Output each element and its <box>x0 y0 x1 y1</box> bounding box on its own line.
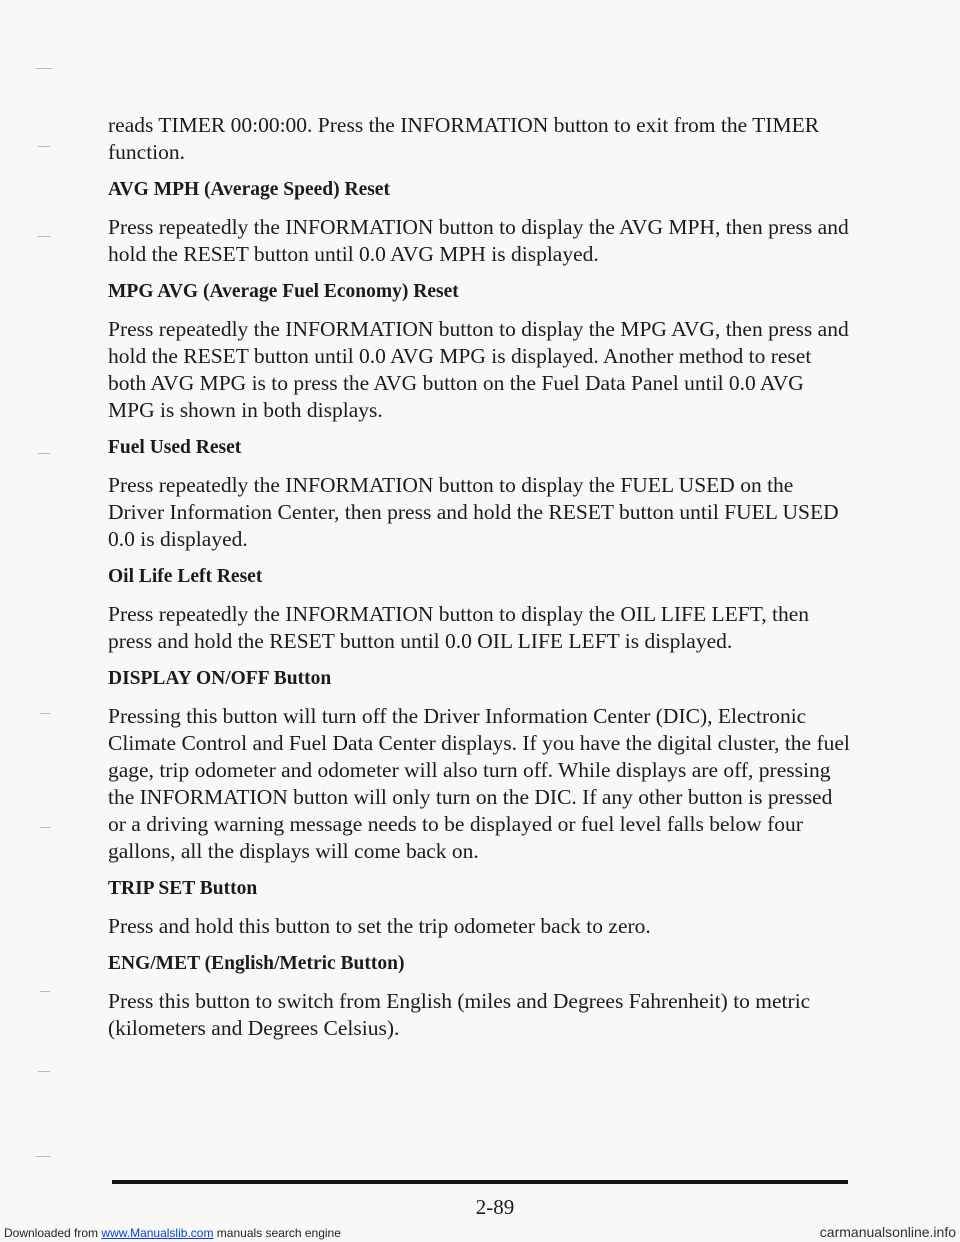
download-source-line <box>4 1226 341 1240</box>
paragraph-timer: reads TIMER 00:00:00. Press the INFORMATION button to exit from the TIMER function. <box>108 113 820 164</box>
scan-mark <box>40 713 50 714</box>
scan-mark <box>38 236 50 237</box>
paragraph-avg-mph-reset: Press repeatedly the INFORMATION button to display the AVG MPH, then press and hold the RESET button until 0.0 AVG MPH is displayed. <box>108 215 849 266</box>
download-prefix: Downloaded from <box>4 1226 99 1240</box>
watermark: carmanualsonline.info <box>819 1224 956 1240</box>
page-number: 2-89 <box>475 1195 515 1219</box>
paragraph-display-on-off-button: Pressing this button will turn off the Driver Information Center (DIC), Electronic Climate Control and Fuel Data Center displays. If you have the digital cluster, the fuel gage, trip odometer and odometer will also turn off. While displays are off, pressing the INFORMATION button will only turn on the DIC. If any other button is pressed or a driving warning message needs to be displayed or fuel level falls below four gallons, all the displays will come back on. <box>108 704 850 863</box>
manualslib-link[interactable]: www.Manualslib.com <box>101 1226 214 1240</box>
scan-mark <box>38 1071 50 1072</box>
heading-avg-mph-reset: AVG MPH (Average Speed) Reset <box>108 179 390 200</box>
paragraph-mpg-avg-reset: Press repeatedly the INFORMATION button to display the MPG AVG, then press and hold the RESET button until 0.0 AVG MPG is displayed. Another method to reset both AVG MPG is to press the AVG button on the Fuel Data Panel until 0.0 AVG MPG is shown in both displays. <box>108 317 849 422</box>
heading-trip-set-button: TRIP SET Button <box>108 878 258 899</box>
heading-eng-met-button: ENG/MET (English/Metric Button) <box>108 953 405 974</box>
scan-mark <box>40 991 50 992</box>
heading-display-on-off-button: DISPLAY ON/OFF Button <box>108 668 332 689</box>
paragraph-fuel-used-reset: Press repeatedly the INFORMATION button to display the FUEL USED on the Driver Information Center, then press and hold the RESET button until FUEL USED 0.0 is displayed. <box>108 473 839 551</box>
scan-mark <box>36 68 52 69</box>
heading-oil-life-left-reset: Oil Life Left Reset <box>108 566 263 587</box>
paragraph-oil-life-left-reset: Press repeatedly the INFORMATION button to display the OIL LIFE LEFT, then press and hold the RESET button until 0.0 OIL LIFE LEFT is displayed. <box>108 602 810 653</box>
download-suffix: manuals search engine <box>216 1226 341 1240</box>
scan-mark <box>40 827 50 828</box>
scan-mark <box>36 1156 50 1157</box>
scan-mark <box>38 146 50 147</box>
heading-fuel-used-reset: Fuel Used Reset <box>108 437 242 458</box>
paragraph-trip-set-button: Press and hold this button to set the trip odometer back to zero. <box>108 914 651 938</box>
heading-mpg-avg-reset: MPG AVG (Average Fuel Economy) Reset <box>108 281 459 302</box>
scan-mark <box>38 453 50 454</box>
manual-page-content <box>108 112 853 1054</box>
footer-rule <box>112 1180 848 1184</box>
paragraph-eng-met-button: Press this button to switch from English (miles and Degrees Fahrenheit) to metric (kilometers and Degrees Celsius). <box>108 989 811 1040</box>
